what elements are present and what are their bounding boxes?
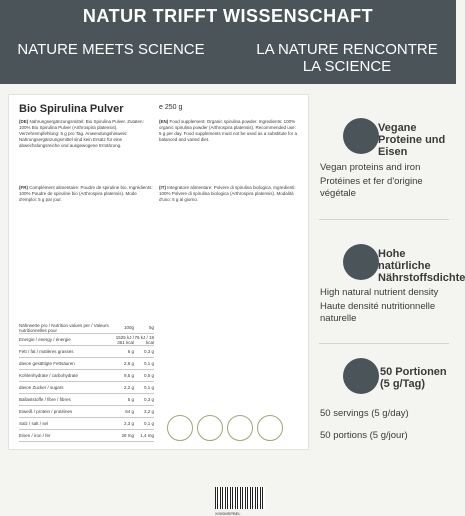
leaf-icon <box>343 244 379 280</box>
feature-3-line1: 50 servings (5 g/day) <box>320 408 409 419</box>
label-text-en: (EN) Food supplement: Organic spirulina powder. Ingredients: 100% organic spirulina powder (Arthrospira platensis). Recommended use: 5 g per day. Food supplements must not be used as a substitute for a balanced and varied diet. <box>159 119 297 142</box>
page-title: NATUR TRIFFT WISSENSCHAFT <box>82 6 374 26</box>
table-row: Eiweiß / protein / protéines 64 g 3,2 g <box>19 406 154 418</box>
table-row: davon gesättigte Fettsäuren 2,6 g 0,1 g <box>19 358 154 370</box>
feature-3-title: 50 Portionen (5 g/Tag) <box>380 366 447 390</box>
lab-tested-badge-icon <box>197 415 223 441</box>
muscle-icon <box>343 118 379 154</box>
feature-1-line1: Vegan proteins and iron <box>320 162 421 173</box>
table-row: Fett / fat / matières grasses 6 g 0,3 g <box>19 346 154 358</box>
barcode <box>215 487 265 509</box>
natural-badge-icon <box>167 415 193 441</box>
table-row: Salz / salt / sel 2,3 g 0,1 g <box>19 418 154 430</box>
feature-1-title: Vegane Proteine und Eisen <box>378 122 446 158</box>
label-text-it: (IT) Integratore alimentare: Polvere di spirulina biologica. Ingredienti: 100% Polvere di spirulina biologica (Arthrospira platensis). Modalità d'uso: 5 g al giorno. <box>159 185 296 202</box>
calendar-icon <box>343 358 379 394</box>
feature-1-line2: Protéines et fer d'origine végétale <box>320 176 423 199</box>
label-text-fr: (FR) Complément alimentaire: Poudre de spiruline bio. Ingrédients: 100% Poudre de spiruline bio (Arthrospira platensis). Mode d'emploi: 5 g par jour. <box>19 185 153 202</box>
net-weight: e 250 g <box>159 104 183 111</box>
made-in-germany-badge-icon <box>257 415 283 441</box>
table-row: Energie / energy / énergie 1525 kJ / 361 kcal 76 kJ / 18 kcal <box>19 334 154 345</box>
product-name: Bio Spirulina Pulver <box>19 103 124 115</box>
barcode-text: X000MSPBEL <box>215 511 241 516</box>
feature-2-line1: High natural nutrient density <box>320 287 439 298</box>
feature-3-line2: 50 portions (5 g/jour) <box>320 430 408 441</box>
divider <box>319 343 449 344</box>
table-row: Kohlenhydrate / carbohydrate 9,5 g 0,5 g <box>19 370 154 382</box>
feature-2-line2: Haute densité nutritionnelle naturelle <box>320 301 436 324</box>
subtitle-left: NATURE MEETS SCIENCE <box>17 41 205 58</box>
divider <box>319 219 449 220</box>
table-row: davon Zucker / sugars 2,2 g 0,1 g <box>19 382 154 394</box>
vegan-badge-icon <box>227 415 253 441</box>
table-row: Eisen / iron / fer 28 mg 1,4 mg <box>19 430 154 442</box>
product-label <box>8 94 309 516</box>
label-text-de: (DE) Nahrungsergänzungsmittel: Bio Spirulina Pulver. Zutaten: 100% Bio Spirulina Pulver (Arthrospira platensis). Verzehrempfehlung: 5 g pro Tag. Anwendungshinweis: Nahrungsergänzungsmittel sind kein Ersatz für eine abwechslungsreiche und ausgewogene Ernährung. <box>19 119 144 148</box>
nutrition-table <box>19 322 154 442</box>
table-row: Ballaststoffe / fibre / fibres 5 g 0,3 g <box>19 394 154 406</box>
certification-badges <box>157 415 307 469</box>
subtitle-right: LA NATURE RENCONTRE LA SCIENCE <box>256 41 438 75</box>
table-row: Nährwerte pro / Nutrition values per / Valeurs nutritionnelles pour 100g 5g <box>19 322 154 333</box>
feature-2-title: Hohe natürliche Nährstoffsdichte <box>378 248 465 284</box>
